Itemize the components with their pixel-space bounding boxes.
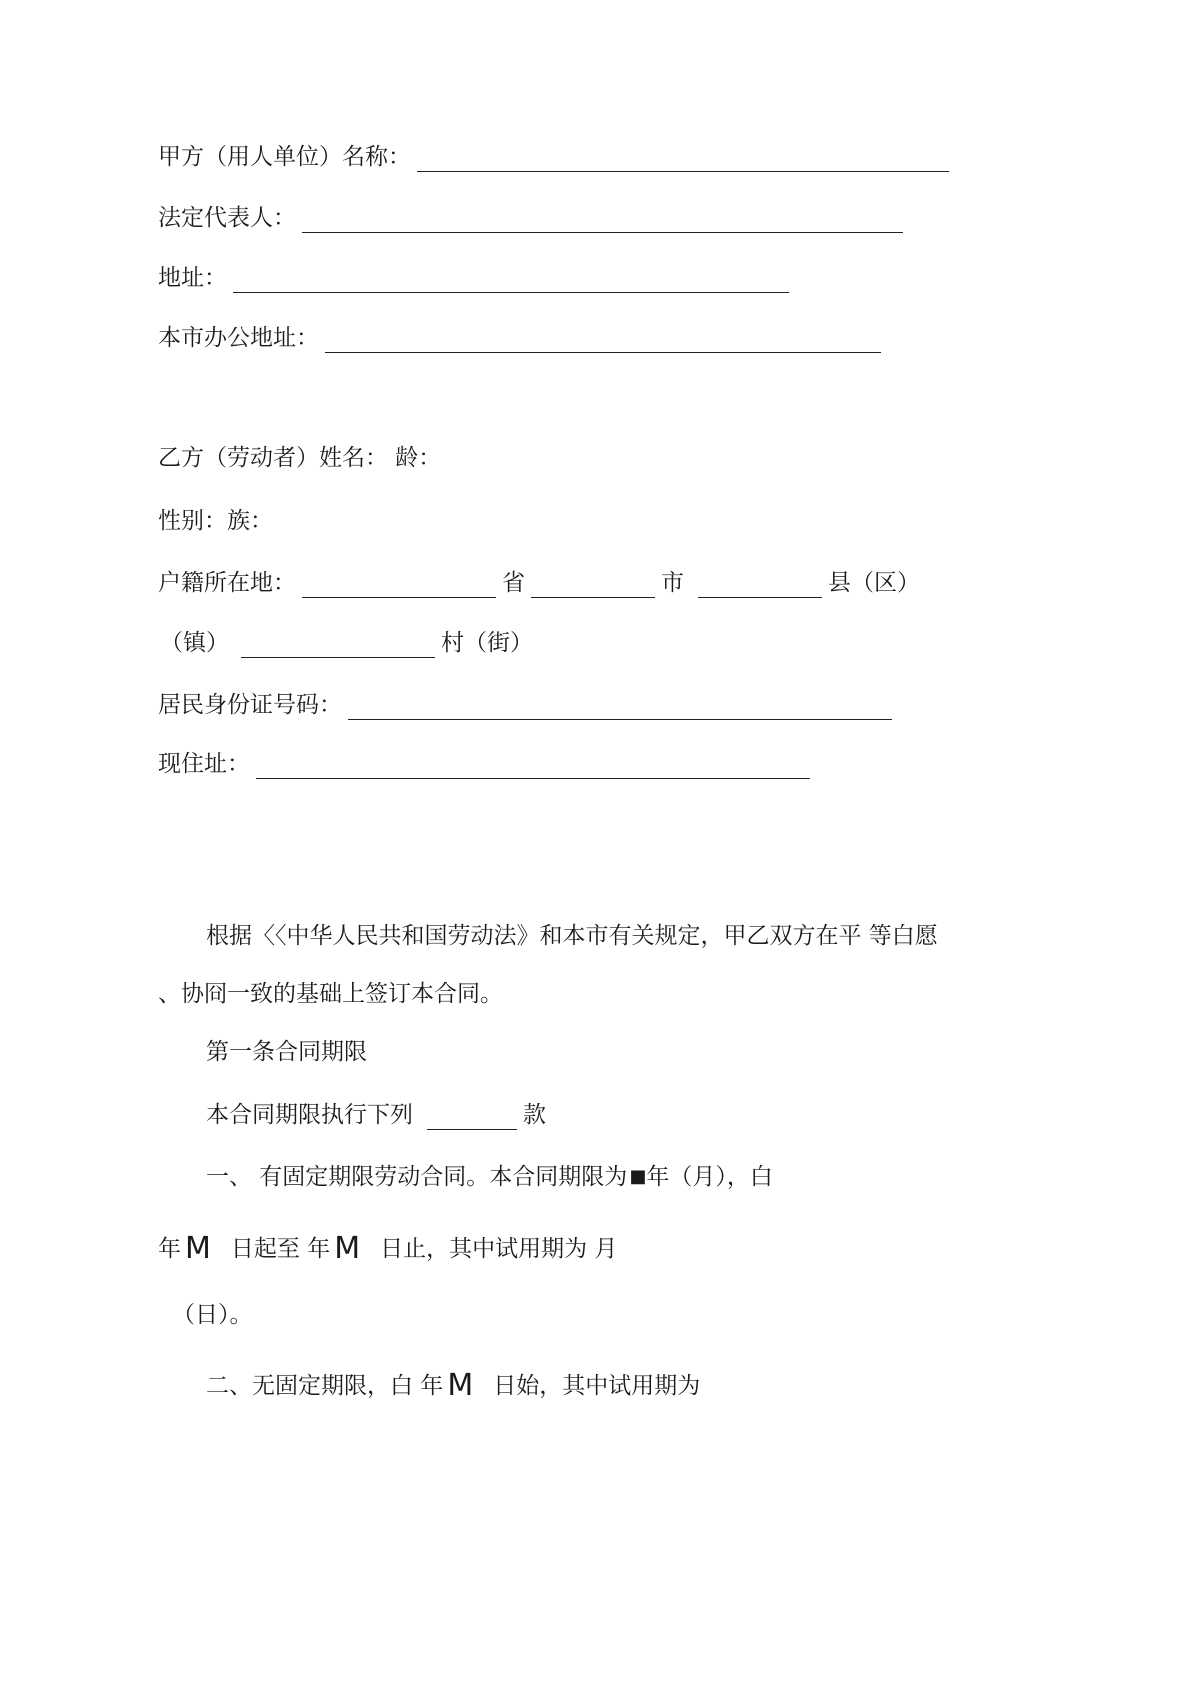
office-address-label: 本市办公地址：	[158, 325, 319, 351]
province-label: 省	[502, 570, 525, 596]
address-blank[interactable]	[233, 270, 789, 293]
month-mark-2: M	[334, 1231, 361, 1266]
current-address-blank[interactable]	[256, 756, 810, 779]
party-b-name-age-label: 乙方（劳动者）姓名： 龄：	[158, 445, 442, 471]
term-prefix: 本合同期限执行下列	[206, 1102, 413, 1128]
party-a-name-row	[158, 142, 955, 172]
office-address-blank[interactable]	[325, 330, 881, 353]
id-number-label: 居民身份证号码：	[158, 692, 342, 718]
fixed-term-square: ■	[629, 1166, 647, 1187]
current-address-row	[158, 749, 816, 779]
date-from-text: 日起至 年	[230, 1236, 331, 1262]
legal-rep-blank[interactable]	[302, 210, 903, 233]
intro-text-1: 根据〈〈中华人民共和国劳动法》和本市有关规定，甲乙双方在平 等白愿	[206, 923, 938, 949]
town-label: （镇）	[160, 630, 229, 656]
fixed-term-row	[206, 1162, 773, 1192]
household-row	[158, 568, 920, 598]
gender-ethnic-label: 性别：族：	[158, 508, 273, 534]
household-label: 户籍所在地：	[158, 570, 296, 596]
party-a-name-blank[interactable]	[417, 149, 949, 172]
date-row	[158, 1231, 618, 1266]
current-address-label: 现住址：	[158, 751, 250, 777]
county-blank[interactable]	[698, 575, 822, 598]
intro-line-2	[158, 979, 503, 1009]
day-paren-text: （日）。	[172, 1302, 253, 1328]
day-paren-row	[172, 1300, 253, 1330]
party-a-name-label: 甲方（用人单位）名称：	[158, 144, 411, 170]
article-1-title-text: 第一条合同期限	[206, 1039, 367, 1065]
open-term-month-mark: M	[447, 1368, 474, 1403]
open-term-prefix: 二、无固定期限，白 年	[206, 1373, 444, 1399]
town-row	[160, 628, 533, 658]
gender-row	[158, 506, 273, 536]
address-label: 地址：	[158, 265, 227, 291]
address-row	[158, 263, 795, 293]
month-mark-1: M	[185, 1231, 211, 1266]
id-number-row	[158, 690, 898, 720]
legal-rep-label: 法定代表人：	[158, 205, 296, 231]
party-b-name-row	[158, 443, 441, 473]
province-blank[interactable]	[302, 575, 496, 598]
town-blank[interactable]	[241, 635, 435, 658]
term-suffix: 款	[523, 1102, 546, 1128]
city-label: 市	[661, 570, 684, 596]
id-number-blank[interactable]	[348, 697, 892, 720]
year-label-1: 年	[158, 1236, 181, 1262]
fixed-term-text: 一、 有固定期限劳动合同。本合同期限为	[206, 1164, 628, 1190]
legal-rep-row	[158, 203, 909, 233]
fixed-term-rest: 年（月），白	[646, 1164, 773, 1190]
city-blank[interactable]	[531, 575, 655, 598]
county-label: 县（区）	[828, 570, 920, 596]
date-to-text: 日止，其中试用期为 月	[380, 1236, 618, 1262]
article-1-title	[206, 1037, 367, 1067]
office-address-row	[158, 323, 887, 353]
term-blank[interactable]	[427, 1107, 517, 1130]
intro-line-1	[206, 921, 938, 951]
open-term-suffix: 日始，其中试用期为	[493, 1373, 701, 1399]
term-row	[206, 1100, 546, 1130]
intro-text-2: 、协冏一致的基础上签订本合同。	[158, 981, 503, 1007]
village-label: 村（街）	[441, 630, 533, 656]
open-term-row	[206, 1368, 701, 1403]
